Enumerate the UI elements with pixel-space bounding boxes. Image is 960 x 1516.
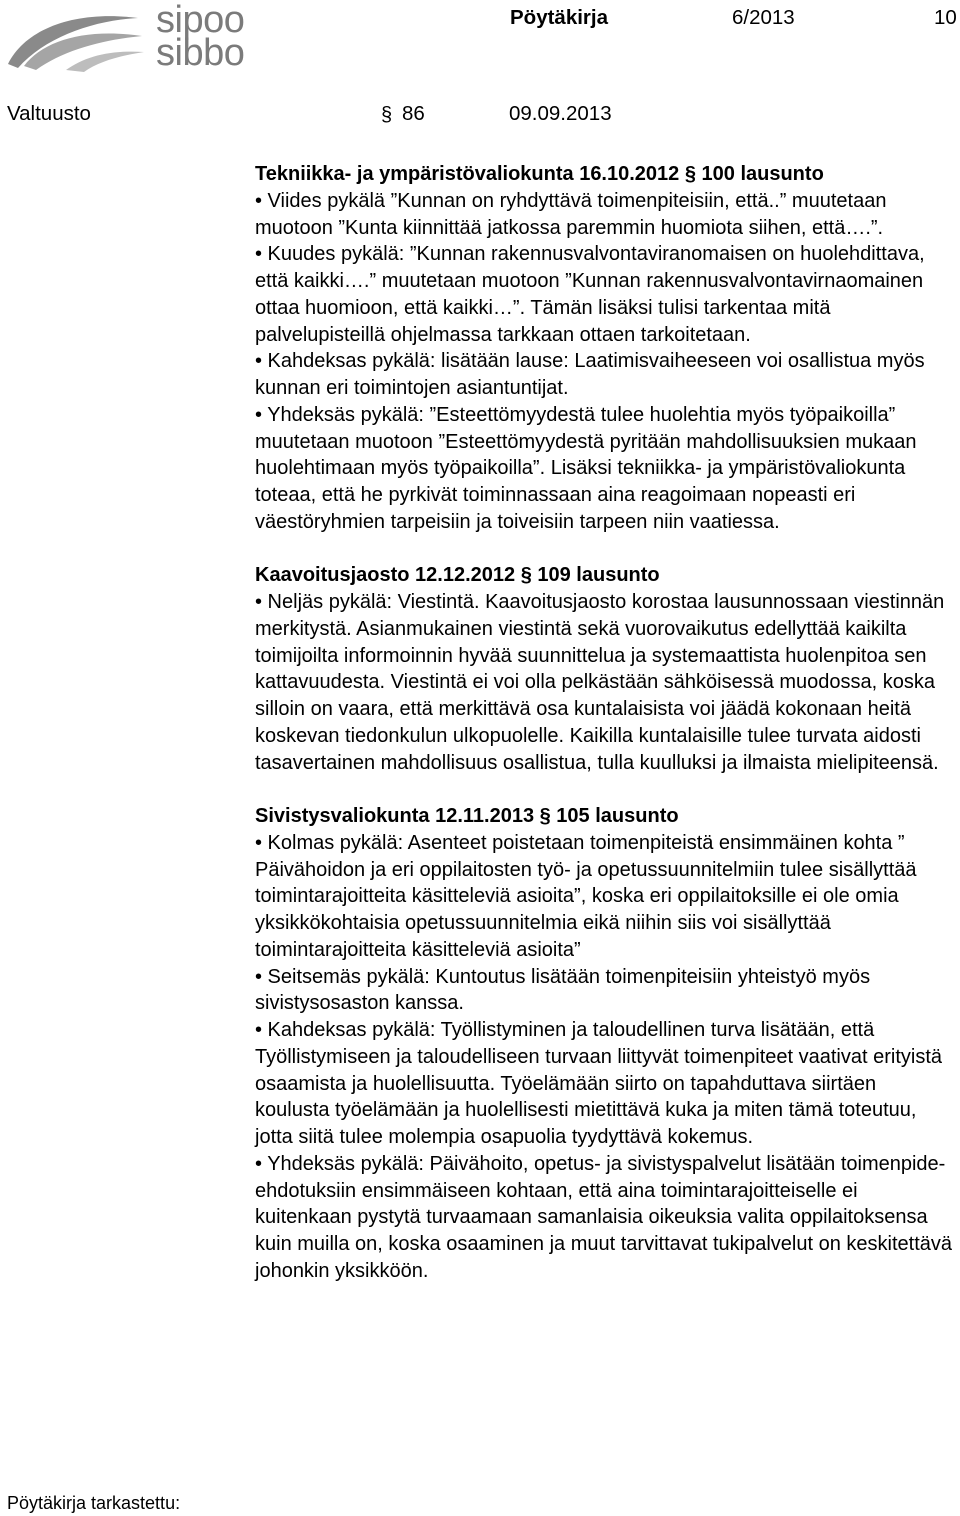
bullet-paragraph: • Yhdeksäs pykälä: ”Esteettömyydestä tulee huolehtia myös työpaikoilla” muutetaan muotoon ”Esteettömyydestä pyritään mahdollisuuksien mukaan huolehtimaan myös työpaikoilla”. Lisäksi tekniikka- ja ympäristövaliokunta toteaa, että he pyrkivät toiminnassaan aina reagoimaan nopeasti eri väestöryhmien tarpeisiin ja toiveisiin tarpeen niin vaatiessa. (255, 403, 917, 533)
section-heading: Kaavoitusjaosto 12.12.2012 § 109 lausunto (255, 564, 660, 587)
bullet-paragraph: • Kahdeksas pykälä: Työllistyminen ja taloudellinen turva lisätään, että Työllistymiseen ja taloudelliseen turvaan liittyvät toimenpiteet vaativat erityistä osaamista ja huolellisuutta. Työelämään siirto on tapahduttava siirtäen koulusta työelämään ja huolellisesti mietittävä kuka ja miten tämä toteutuu, jotta siitä tulee molempia osapuolia tyydyttävä kokemus. (255, 1019, 942, 1148)
meeting-date: 09.09.2013 (509, 102, 612, 125)
section-heading: Sivistysvaliokunta 12.11.2013 § 105 lausunto (255, 805, 679, 827)
bullet-paragraph: • Kuudes pykälä: ”Kunnan rakennusvalvontaviranomaisen on huolehdittava, että kaikki….” muutetaan muotoon ”Kunnan rakennusvalvontavirnaomainen ottaa huomioon, että kaikki…”. Tämän lisäksi tulisi tarkentaa mitä palvelupisteillä ohjelmassa tarkkaan ottaen tarkoitetaan. (255, 243, 925, 346)
document-number: 6/2013 (732, 6, 795, 29)
bullet-paragraph: • Kahdeksas pykälä: lisätään lause: Laatimisvaiheeseen voi osallistua myös kunnan eri toimintojen asiantuntijat. (255, 350, 925, 399)
section-heading: Tekniikka- ja ympäristövaliokunta 16.10.2012 § 100 lausunto (255, 163, 824, 185)
section-number (381, 102, 425, 126)
document-title: Pöytäkirja (510, 6, 608, 29)
meeting-body: Valtuusto (7, 102, 91, 125)
logo-wordmark (156, 0, 245, 74)
document-body (255, 161, 955, 1311)
footer-checked-label: Pöytäkirja tarkastettu: (7, 1493, 181, 1513)
bullet-paragraph: • Kolmas pykälä: Asenteet poistetaan toimenpiteistä ensimmäinen kohta ” Päivähoidon ja eri oppilaitosten työ- ja opetussuunnitelmiin tulee sisällyttää toimintarajoitteita käsitteleviä asioita”, koska eri oppilaitoksille ei ole omia yksikkökohtaisia opetussuunnitelmia eikä niihin siis voi sisällyttää toimintarajoitteita käsitteleviä asioita” (255, 831, 917, 961)
svg-text:§: § (381, 104, 393, 126)
statement-section (255, 803, 955, 1285)
statement-section (255, 161, 955, 536)
logo-swoosh-icon (6, 6, 146, 72)
bullet-paragraph: • Neljäs pykälä: Viestintä. Kaavoitusjaosto korostaa lausunnossaan viestinnän merkitystä. Asianmukainen viestintä sekä vuorovaikutus edellyttää kaikilta toimijoilta informoinnin hyvää suunnittelua ja systemaattista huolenpitoa sen kattavuudesta. Viestintä ei voi olla pelkästään sähköisessä muodossa, koska silloin on vaara, että merkittävä osa kuntalaisista voi jäädä kokonaan heitä koskevan tiedonkulun ulkopuolelle. Kaikilla kuntalaisille tulee turvata aidosti tasavertainen mahdollisuus osallistua, tulla kuulluksi ja ilmaista mielipiteensä. (255, 591, 945, 774)
logo-line-2: sibbo (156, 32, 245, 74)
bullet-paragraph: • Viides pykälä ”Kunnan on ryhdyttävä toimenpiteisiin, että..” muutetaan muotoon ”Kunta kiinnittää jatkossa paremmin huomiota siihen, että….”. (255, 189, 887, 239)
sipoo-sibbo-logo (6, 0, 256, 74)
section-number-value: 86 (402, 102, 425, 125)
logo-line-1: sipoo (156, 0, 245, 41)
statement-section (255, 562, 955, 776)
bullet-paragraph: • Yhdeksäs pykälä: Päivähoito, opetus- ja sivistyspalvelut lisätään toimenpide-ehdotuksiin ensimmäiseen kohtaan, että aina toimintarajoitteiselle ei kuitenkaan pystytä turvaamaan samanlaisia oikeuksia valita oppilaitoksensa kuin muilla on, koska osaaminen ja muut tarvittavat tukipalvelut on keskitettävä johonkin yksikköön. (255, 1152, 953, 1282)
bullet-paragraph: • Seitsemäs pykälä: Kuntoutus lisätään toimenpiteisiin yhteistyö myös sivistysosaston kanssa. (255, 965, 871, 1015)
page-number: 10 (934, 6, 957, 29)
section-sign-icon (380, 102, 394, 126)
